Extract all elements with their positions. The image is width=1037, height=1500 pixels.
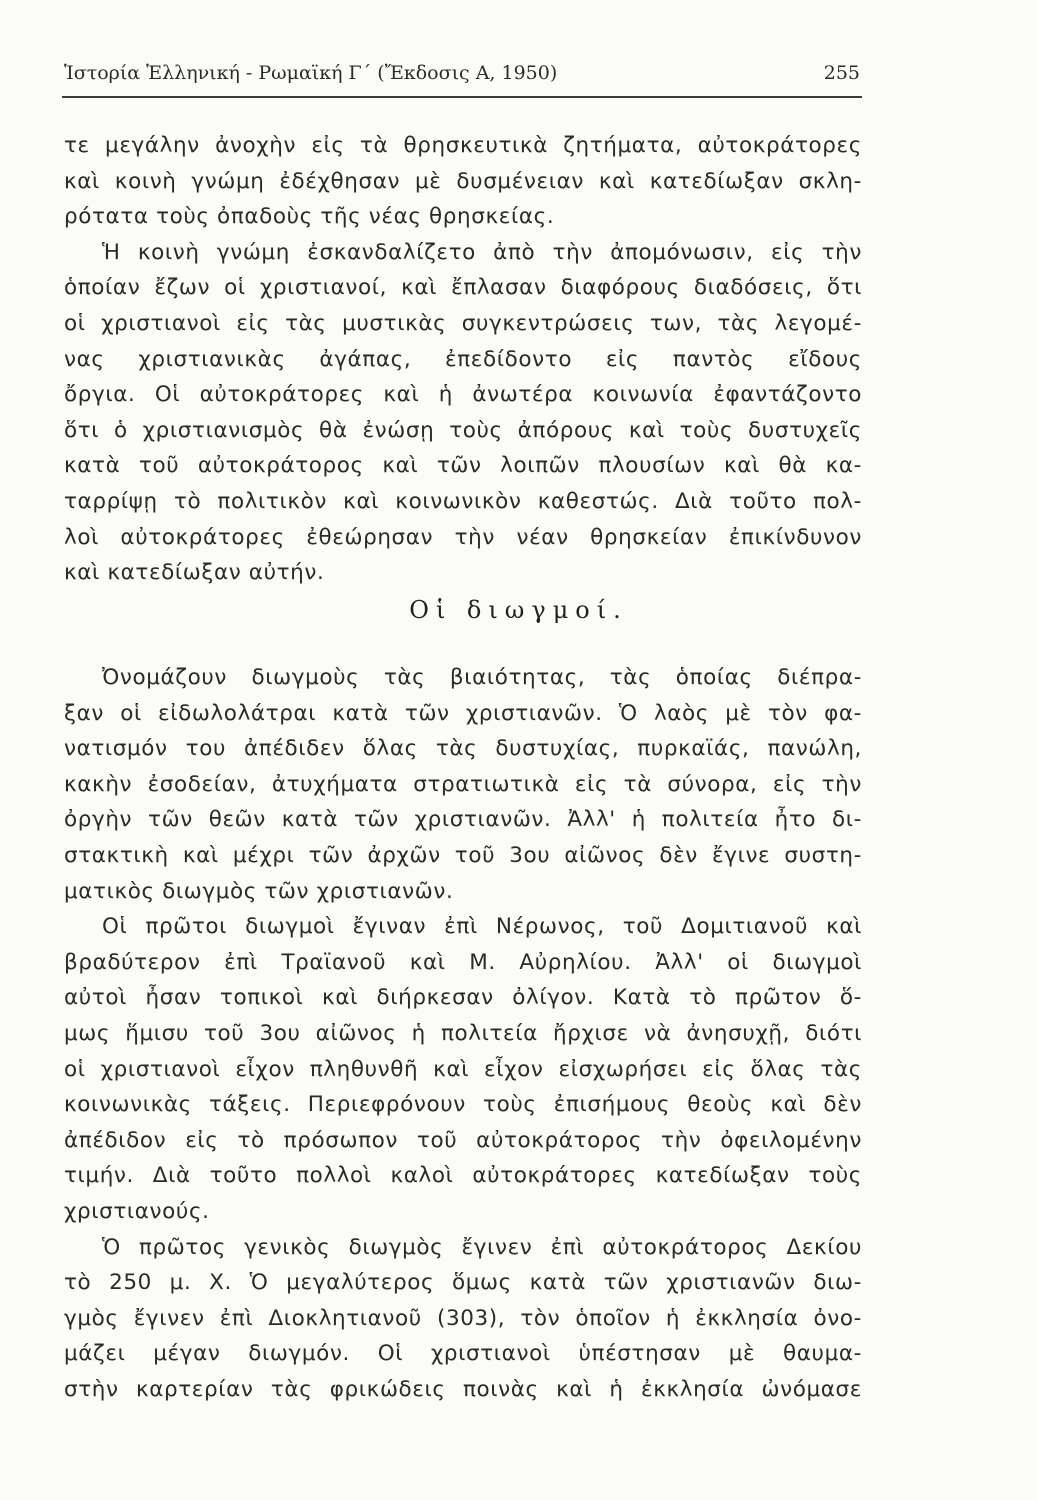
text-line: γμὸς ἔγινεν ἐπὶ Διοκλητιανοῦ (303), τὸν ὁποῖον ἡ ἐκκλησία ὀνο- <box>64 1305 862 1331</box>
text-line: Οἱ πρῶτοι διωγμοὶ ἔγιναν ἐπὶ Νέρωνος, τοῦ Δομιτιανοῦ καὶ <box>102 914 862 940</box>
text-line: βραδύτερον ἐπὶ Τραϊανοῦ καὶ Μ. Αὐρηλίου. Ἀλλ' οἱ διωγμοὶ <box>64 949 862 975</box>
text-line: καὶ κατεδίωξαν αὐτήν. <box>64 560 325 586</box>
text-line: ὅτι ὁ χριστιανισμὸς θὰ ἐνώσῃ τοὺς ἀπόρους καὶ τοὺς δυστυχεῖς <box>64 417 862 443</box>
text-line: νας χριστιανικὰς ἀγάπας, ἐπεδίδοντο εἰς παντὸς εἴδους <box>64 346 862 372</box>
text-block-2 <box>64 660 862 1407</box>
text-line: Ὁ πρῶτος γενικὸς διωγμὸς ἔγινεν ἐπὶ αὐτοκράτορος Δεκίου <box>102 1234 862 1260</box>
running-title: Ἱστορία Ἑλληνική - Ρωμαϊκή Γ΄ (Ἔκδοσις Α, 1950) <box>64 62 558 84</box>
text-line: μως ἥμισυ τοῦ 3ου αἰῶνος ἡ πολιτεία ἤρχισε νὰ ἀνησυχῇ, διότι <box>64 1020 862 1046</box>
text-line: λοὶ αὐτοκράτορες ἐθεώρησαν τὴν νέαν θρησκείαν ἐπικίνδυνον <box>64 524 862 550</box>
header-rule <box>62 96 862 98</box>
text-line: χριστιανούς. <box>64 1198 210 1224</box>
text-line: νατισμόν του ἀπέδιδεν ὅλας τὰς δυστυχίας, πυρκαϊάς, πανώλη, <box>64 736 862 762</box>
text-line: Ὀνομάζουν διωγμοὺς τὰς βιαιότητας, τὰς ὁποίας διέπρα- <box>102 665 862 690</box>
text-line: κακὴν ἐσοδείαν, ἀτυχήματα στρατιωτικὰ εἰς τὰ σύνορα, εἰς τὴν <box>64 771 862 797</box>
text-line: κοινωνικὰς τάξεις. Περιεφρόνουν τοὺς ἐπισήμους θεοὺς καὶ δὲν <box>64 1092 862 1118</box>
section-heading: Οἱ διωγμοί. <box>409 596 628 624</box>
text-block-1 <box>64 128 862 591</box>
text-line: οἱ χριστιανοὶ εἰς τὰς μυστικὰς συγκεντρώσεις των, τὰς λεγομέ- <box>64 310 862 336</box>
text-line: τὸ 250 μ. Χ. Ὁ μεγαλύτερος ὅμως κατὰ τῶν χριστιανῶν διω- <box>64 1270 862 1296</box>
text-line: ξαν οἱ εἰδωλολάτραι κατὰ τῶν χριστιανῶν. Ὁ λαὸς μὲ τὸν φα- <box>64 700 862 726</box>
text-line: αὐτοὶ ἦσαν τοπικοὶ καὶ διήρκεσαν ὀλίγον. Κατὰ τὸ πρῶτον ὅ- <box>64 985 862 1011</box>
page-number: 255 <box>823 62 860 84</box>
text-line: μάζει μέγαν διωγμόν. Οἱ χριστιανοὶ ὑπέστησαν μὲ θαυμα- <box>64 1341 862 1367</box>
text-line: ὄργια. Οἱ αὐτοκράτορες καὶ ἡ ἀνωτέρα κοινωνία ἐφαντάζοντο <box>64 382 862 408</box>
text-line: στὴν καρτερίαν τὰς φρικώδεις ποινὰς καὶ ἡ ἐκκλησία ὠνόμασε <box>64 1376 862 1402</box>
text-line: τιμήν. Διὰ τοῦτο πολλοὶ καλοὶ αὐτοκράτορες κατεδίωξαν τοὺς <box>64 1163 862 1189</box>
text-line: οἱ χριστιανοὶ εἶχον πληθυνθῆ καὶ εἶχον εἰσχωρήσει εἰς ὅλας τὰς <box>64 1056 862 1082</box>
text-line: στακτικὴ καὶ μέχρι τῶν ἀρχῶν τοῦ 3ου αἰῶνος δὲν ἔγινε συστη- <box>64 842 862 868</box>
text-line: ὀργὴν τῶν θεῶν κατὰ τῶν χριστιανῶν. Ἀλλ' ἡ πολιτεία ἦτο δι- <box>64 807 862 833</box>
text-line: τε μεγάλην ἀνοχὴν εἰς τὰ θρησκευτικὰ ζητήματα, αὐτοκράτορες <box>64 133 862 158</box>
text-line: ρότατα τοὺς ὀπαδοὺς τῆς νέας θρησκείας. <box>64 204 555 230</box>
text-line: ματικὸς διωγμὸς τῶν χριστιανῶν. <box>64 878 454 904</box>
text-line: καὶ κοινὴ γνώμη ἐδέχθησαν μὲ δυσμένειαν καὶ κατεδίωξαν σκλη- <box>64 168 862 194</box>
text-line: ἀπέδιδον εἰς τὸ πρόσωπον τοῦ αὐτοκράτορος τὴν ὀφειλομένην <box>64 1127 862 1153</box>
page-header <box>64 62 860 84</box>
text-line: ταρρίψῃ τὸ πολιτικὸν καὶ κοινωνικὸν καθεστώς. Διὰ τοῦτο πολ- <box>64 488 862 514</box>
text-line: ὁποίαν ἔζων οἱ χριστιανοί, καὶ ἔπλασαν διαφόρους διαδόσεις, ὅτι <box>64 275 862 301</box>
text-line: κατὰ τοῦ αὐτοκράτορος καὶ τῶν λοιπῶν πλουσίων καὶ θὰ κα- <box>64 453 862 479</box>
text-line: Ἡ κοινὴ γνώμη ἐσκανδαλίζετο ἀπὸ τὴν ἀπομόνωσιν, εἰς τὴν <box>102 239 862 265</box>
